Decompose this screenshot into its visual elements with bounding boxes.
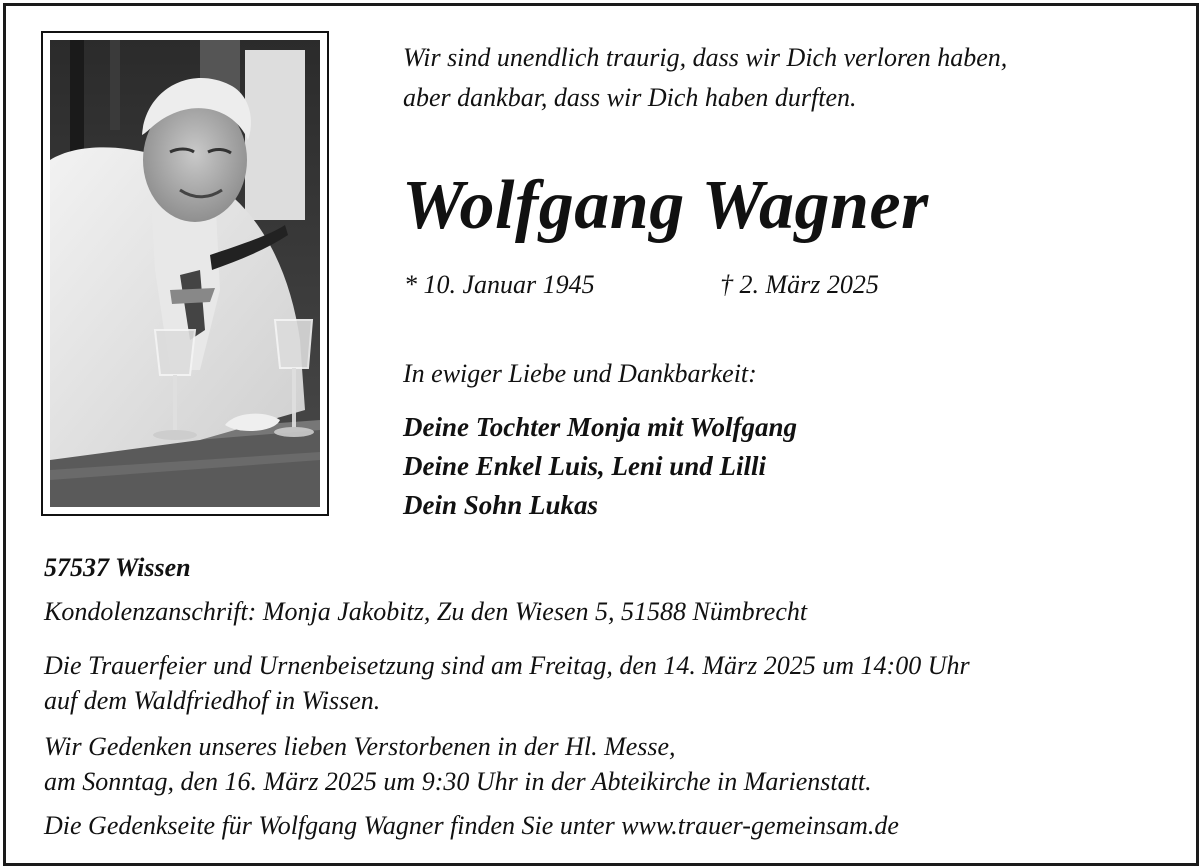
mass-line-1: Wir Gedenken unseres lieben Verstorbenen in der Hl. Messe,	[44, 732, 676, 761]
deceased-name: Wolfgang Wagner	[402, 167, 929, 244]
mass-line-2: am Sonntag, den 16. März 2025 um 9:30 Uhr in der Abteikirche in Marienstatt.	[44, 767, 872, 796]
family-member: Deine Enkel Luis, Leni und Lilli	[403, 451, 767, 481]
family-list	[403, 408, 797, 525]
quote-line-1: Wir sind unendlich traurig, dass wir Dich verloren haben,	[403, 43, 1008, 72]
memorial-mass-info	[44, 729, 872, 799]
life-dates	[404, 268, 879, 302]
town: 57537 Wissen	[44, 553, 191, 582]
memorial-quote	[403, 38, 1007, 118]
dedication-line: In ewiger Liebe und Dankbarkeit:	[403, 359, 757, 388]
memorial-page-info: Die Gedenkseite für Wolfgang Wagner finden Sie unter www.trauer-gemeinsam.de	[44, 811, 899, 840]
death-date: † 2. März 2025	[720, 270, 879, 299]
birth-date: * 10. Januar 1945	[404, 270, 595, 299]
service-line-1: Die Trauerfeier und Urnenbeisetzung sind am Freitag, den 14. März 2025 um 14:00 Uhr	[44, 651, 970, 680]
service-line-2: auf dem Waldfriedhof in Wissen.	[44, 686, 381, 715]
quote-line-2: aber dankbar, dass wir Dich haben durften.	[403, 83, 857, 112]
family-member: Dein Sohn Lukas	[403, 490, 599, 520]
condolence-address: Kondolenzanschrift: Monja Jakobitz, Zu den Wiesen 5, 51588 Nümbrecht	[44, 597, 808, 626]
family-member: Deine Tochter Monja mit Wolfgang	[403, 412, 798, 442]
portrait-photo	[50, 40, 320, 507]
funeral-service-info	[44, 648, 970, 718]
portrait-frame	[41, 31, 329, 516]
